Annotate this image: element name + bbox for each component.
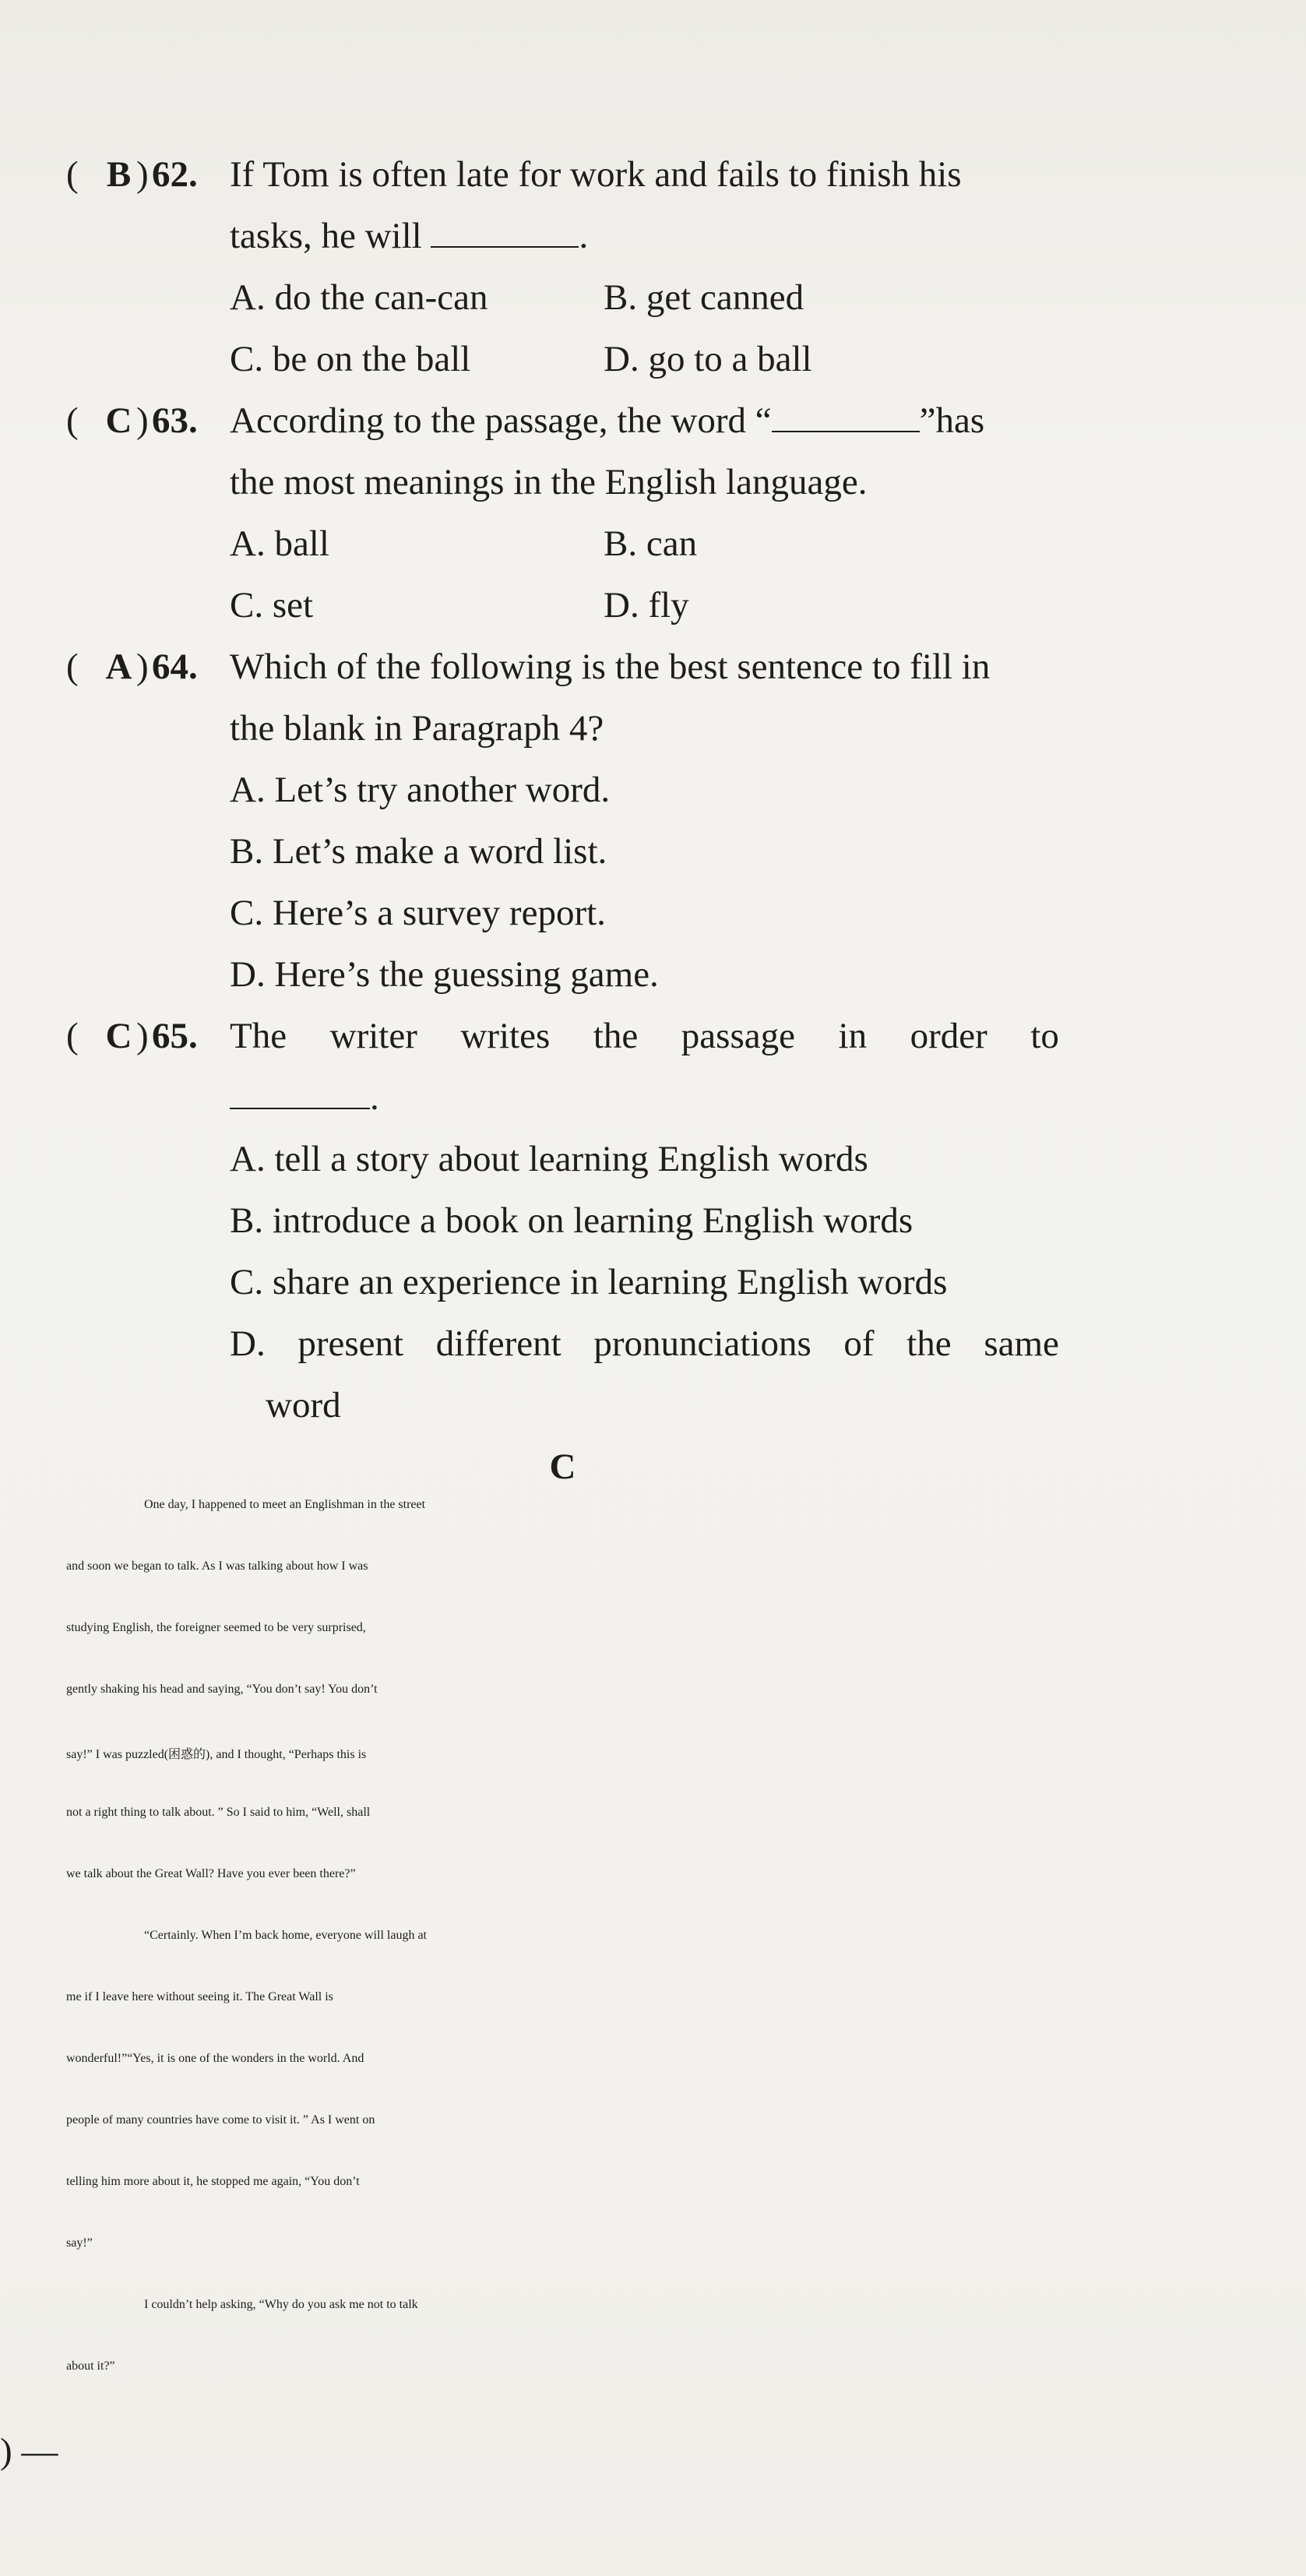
answer-bracket: ( C ) 65. bbox=[66, 1006, 230, 1067]
passage-line: studying English, the foreigner seemed to be very surprised, bbox=[66, 1621, 366, 1634]
option-a: A. do the can-can bbox=[230, 277, 488, 318]
option-d: D. fly bbox=[604, 585, 689, 625]
question-stem: If Tom is often late for work and fails to finish his bbox=[230, 154, 962, 195]
passage-line: we talk about the Great Wall? Have you ever been there?” bbox=[66, 1867, 356, 1880]
option-b: B. Let’s make a word list. bbox=[230, 831, 607, 872]
reading-passage bbox=[66, 1498, 1059, 2421]
option-d: D. Here’s the guessing game. bbox=[230, 954, 659, 995]
option-a: A. Let’s try another word. bbox=[230, 770, 611, 810]
answer-bracket: ( B ) 62. bbox=[66, 144, 230, 206]
page-content bbox=[66, 144, 1059, 2421]
option-c: C. set bbox=[230, 585, 314, 625]
question-number: 65. bbox=[152, 1016, 198, 1056]
option-d: D. present different pronunciations of the same bbox=[230, 1323, 1059, 1364]
passage-line: me if I leave here without seeing it. The Great Wall is bbox=[66, 1990, 333, 2003]
question-stem: According to the passage, the word “ ”has bbox=[230, 400, 985, 441]
passage-line: say!” bbox=[66, 2236, 93, 2250]
answer-bracket: ( A ) 64. bbox=[66, 636, 230, 698]
answer-letter: C bbox=[105, 1016, 132, 1056]
passage-line: “Certainly. When I’m back home, everyone will laugh at bbox=[144, 1929, 427, 1942]
passage-line: I couldn’t help asking, “Why do you ask me not to talk bbox=[144, 2298, 418, 2311]
answer-blank bbox=[431, 217, 579, 248]
option-d: D. go to a ball bbox=[604, 339, 812, 379]
option-b: B. get canned bbox=[604, 277, 804, 318]
answer-blank bbox=[230, 1078, 370, 1109]
answer-blank bbox=[772, 401, 920, 432]
question-64 bbox=[66, 636, 1059, 1006]
question-stem-cont: the most meanings in the English language. bbox=[230, 462, 868, 502]
question-number: 62. bbox=[152, 154, 198, 195]
answer-bracket: ( C ) 63. bbox=[66, 390, 230, 452]
page-footer: ) — bbox=[0, 2431, 58, 2472]
question-63 bbox=[66, 390, 1059, 636]
section-heading: C bbox=[549, 1447, 576, 1487]
passage-line: telling him more about it, he stopped me again, “You don’t bbox=[66, 2175, 360, 2188]
answer-letter: B bbox=[106, 154, 132, 195]
passage-line: and soon we began to talk. As I was talking about how I was bbox=[66, 1559, 368, 1573]
question-65: ( C ) 65. The writer writes the passage in order to . A. tell a story about learning English words B. introduce a book on learning English words C. share an experience in learning English words D. present different pronunciations of the same word bbox=[66, 1006, 1059, 1436]
question-number: 63. bbox=[152, 400, 198, 441]
option-b: B. introduce a book on learning English words bbox=[230, 1200, 913, 1241]
passage-line: One day, I happened to meet an Englishman in the street bbox=[144, 1498, 426, 1511]
option-a: A. tell a story about learning English words bbox=[230, 1139, 868, 1179]
question-stem: Which of the following is the best sentence to fill in bbox=[230, 647, 991, 687]
passage-line: say!” I was puzzled(困惑的), and I thought, “Perhaps this is bbox=[66, 1748, 367, 1761]
option-c: C. Here’s a survey report. bbox=[230, 893, 606, 933]
option-c: C. share an experience in learning English words bbox=[230, 1262, 948, 1302]
option-c: C. be on the ball bbox=[230, 339, 471, 379]
passage-line: not a right thing to talk about. ” So I said to him, “Well, shall bbox=[66, 1806, 371, 1819]
passage-line: people of many countries have come to visit it. ” As I went on bbox=[66, 2113, 375, 2127]
passage-line: wonderful!”“Yes, it is one of the wonders in the world. And bbox=[66, 2052, 364, 2065]
passage-line: about it?” bbox=[66, 2359, 115, 2373]
question-62: ( B ) 62. If Tom is often late for work and fails to finish his tasks, he will . A. do the can-can B. get canned C. be on the ball D. go to a ball bbox=[66, 144, 1059, 390]
option-b: B. can bbox=[604, 523, 698, 564]
question-number: 64. bbox=[152, 647, 198, 687]
passage-line: gently shaking his head and saying, “You don’t say! You don’t bbox=[66, 1683, 378, 1696]
answer-letter: A bbox=[105, 647, 132, 687]
question-stem-cont: the blank in Paragraph 4? bbox=[230, 708, 604, 749]
question-stem-cont: tasks, he will bbox=[230, 216, 422, 256]
option-a: A. ball bbox=[230, 523, 329, 564]
option-d-cont: word bbox=[266, 1385, 341, 1425]
question-stem: The writer writes the passage in order to bbox=[230, 1016, 1059, 1056]
answer-letter: C bbox=[105, 400, 132, 441]
